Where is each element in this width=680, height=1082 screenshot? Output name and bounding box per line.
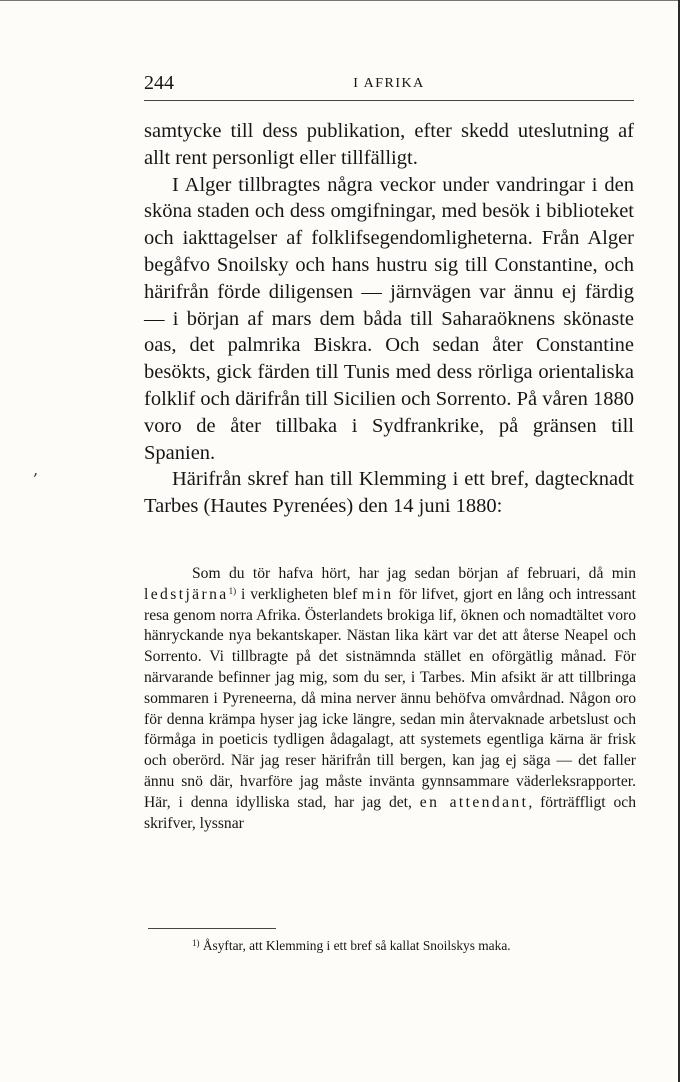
footnote: [192, 934, 642, 955]
running-title: I AFRIKA: [353, 76, 425, 91]
letter-text-3: för lifvet, gjort en lång och intressant resa genom norra Afrika. Österlandets brokiga lif, öknen och nomadtältet voro hänryckande nya bekantskaper. Nästan lika kärt var det att återse Neapel och Sorrento. Vi tillbragte på det sistnämnda stället en oförgätlig månad. För närvarande befinner jag mig, som du ser, i Tarbes. Min afsikt är att tillbringa sommaren i Pyreneerna, då mina nerver ännu behöfva omvårdnad. Någon oro för denna krämpa hyser jag icke längre, sedan min återvaknade arbetslust och förmåga in poeticis tydligen ådagalagt, att systemets egentliga kärna är frisk och oberörd. När jag reser härifrån till bergen, kan jag ej säga — det faller ännu snö där, hvarföre jag måste invänta gynnsammare väderleksrapporter. Här, i denna idylliska stad, har jag det,: [144, 585, 637, 811]
header-rule: [144, 100, 634, 101]
page-header: [144, 72, 634, 98]
paragraph-continuation: samtycke till dess publikation, efter skedd uteslutning af allt rent personligt eller tillfälligt.: [144, 120, 634, 169]
scan-top-edge: [0, 0, 680, 1]
paragraph-alger: I Alger tillbragtes några veckor under vandringar i den sköna staden och dess omgifningar, med besök i biblioteket och iakttagelser af folklifsegendomligheterna. Från Alger begåfvo Snoilsky och hans hustru sig till Constantine, och härifrån förde diligensen — järnvägen var ännu ej färdig — i början af mars dem båda till Saharaöknens skönaste oas, det palmrika Biskra. Och sedan åter Constantine besökts, gick färden till Tunis med dess rörliga orientaliska folklif och därifrån till Sicilien och Sorrento. På våren 1880 voro de åter tillbaka i Sydfrankrike, på gränsen till Spanien.: [144, 173, 634, 464]
letter-text-1: Som du tör hafva hört, har jag sedan början af februari, då min: [192, 565, 636, 582]
main-text: [144, 118, 634, 520]
page-number: 244: [144, 72, 174, 94]
margin-mark: ‚: [33, 460, 39, 479]
emphasis-min: min: [362, 585, 394, 603]
footnote-rule: [148, 928, 276, 929]
letter-text-4: , förträffligt och skrifver, lyssnar: [144, 793, 636, 832]
letter-paragraph: [144, 564, 636, 834]
letter-text-2: i verkligheten blef: [236, 585, 363, 603]
paragraph-letter-intro: Härifrån skref han till Klemming i ett bref, dagtecknadt Tarbes (Hautes Pyrenées) den 14 juni 1880:: [144, 468, 634, 518]
footnote-text: Åsyftar, att Klemming i ett bref så kallat Snoilskys maka.: [202, 938, 511, 953]
emphasis-ledstjarna: ledstjärna: [144, 585, 229, 603]
footnote-mark: 1): [192, 938, 200, 948]
footnote-reference: 1): [228, 585, 237, 596]
emphasis-en-attendant: en attendant: [419, 793, 529, 811]
quoted-letter: [144, 564, 636, 834]
